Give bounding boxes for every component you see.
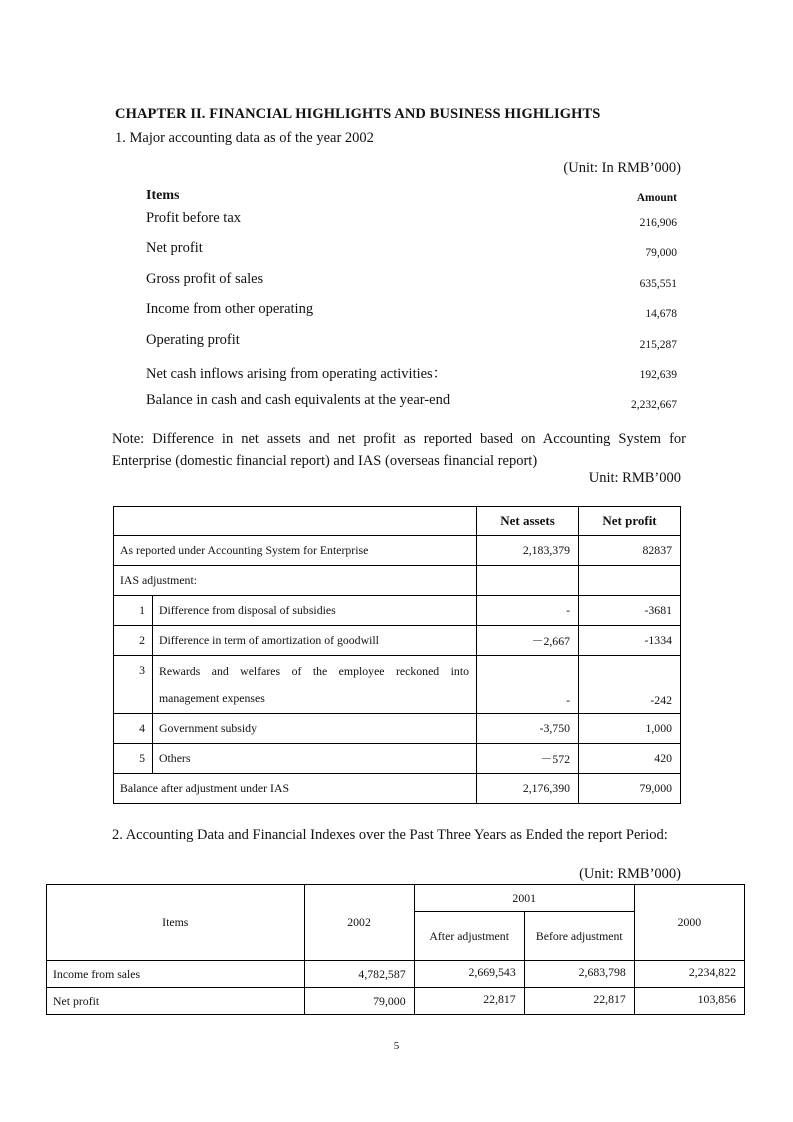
row-2001-before: 2,683,798	[524, 961, 634, 988]
amount-column-header: Amount	[636, 192, 677, 204]
row-net-profit: -242	[579, 656, 681, 714]
header-2001-before: Before adjustment	[524, 912, 634, 961]
balance-net-profit: 79,000	[579, 774, 681, 804]
reported-label: As reported under Accounting System for Enterprise	[114, 536, 477, 566]
item-value: 79,000	[645, 247, 677, 260]
header-2001: 2001	[414, 885, 634, 912]
table-header-row	[47, 885, 745, 912]
list-item	[0, 332, 681, 362]
item-value: 192,639	[639, 368, 677, 381]
row-2000: 2,234,822	[634, 961, 744, 988]
row-net-assets: -	[477, 656, 579, 714]
page-number: 5	[393, 1040, 400, 1052]
section1-unit-note: (Unit: In RMB’000)	[563, 160, 681, 176]
row-number: 5	[114, 744, 153, 774]
item-value: 2,232,667	[631, 399, 677, 412]
list-item	[0, 392, 681, 422]
row-label: Others	[153, 744, 477, 774]
row-net-assets: -3,750	[477, 714, 579, 744]
table-row	[114, 744, 681, 774]
header-2000: 2000	[634, 885, 744, 961]
ias-adjustment-table	[113, 506, 681, 804]
row-label: Difference from disposal of subsidies	[153, 596, 477, 626]
item-label: Balance in cash and cash equivalents at the year-end	[146, 392, 451, 409]
row-2001-after: 22,817	[414, 988, 524, 1015]
row-2002: 4,782,587	[304, 961, 414, 988]
item-value: 635,551	[639, 277, 677, 290]
row-net-assets: －2,667	[477, 626, 579, 656]
section1-heading: 1. Major accounting data as of the year 2002	[115, 130, 374, 146]
table-row	[114, 536, 681, 566]
row-net-profit: 1,000	[579, 714, 681, 744]
item-label: Profit before tax	[146, 210, 242, 226]
header-2001-after: After adjustment	[414, 912, 524, 961]
list-item	[0, 210, 681, 240]
table-header-row	[114, 507, 681, 536]
table-row	[114, 656, 681, 714]
section2-unit-note: (Unit: RMB’000)	[579, 866, 681, 882]
items-column-header: Items	[146, 188, 180, 203]
row-number: 2	[114, 626, 153, 656]
row-label-line1: Rewards and welfares of the employee reckoned into	[159, 663, 469, 678]
row-label: Difference in term of amortization of goodwill	[153, 626, 477, 656]
item-value: 215,287	[639, 338, 677, 351]
table-row	[114, 566, 681, 596]
row-2001-before: 22,817	[524, 988, 634, 1015]
note-paragraph: Note: Difference in net assets and net profit as reported based on Accounting System for Enterprise (domestic financial report) and IAS (overseas financial report)	[112, 431, 686, 469]
row-2001-after: 2,669,543	[414, 961, 524, 988]
item-value: 14,678	[645, 308, 677, 321]
header-2002: 2002	[304, 885, 414, 961]
ias-adjustment-label: IAS adjustment:	[114, 566, 477, 596]
row-label	[153, 656, 477, 714]
list-header-row	[0, 188, 681, 210]
major-accounting-data-list	[0, 188, 681, 423]
chapter-title: CHAPTER II. FINANCIAL HIGHLIGHTS AND BUSINESS HIGHLIGHTS	[115, 106, 601, 122]
row-net-assets: -	[477, 596, 579, 626]
row-net-profit: -1334	[579, 626, 681, 656]
empty-cell	[477, 566, 579, 596]
table-row	[114, 596, 681, 626]
balance-label: Balance after adjustment under IAS	[114, 774, 477, 804]
header-net-profit: Net profit	[579, 507, 681, 536]
item-label: Gross profit of sales	[146, 270, 264, 287]
reported-net-profit: 82837	[579, 536, 681, 566]
table-row	[114, 626, 681, 656]
three-year-data-table	[46, 884, 745, 1015]
item-label: Operating profit	[146, 331, 240, 348]
row-label: Income from sales	[47, 961, 305, 988]
header-net-assets: Net assets	[477, 507, 579, 536]
list-item	[0, 240, 681, 270]
section2-heading: 2. Accounting Data and Financial Indexes over the Past Three Years as Ended the report Period:	[112, 827, 668, 843]
header-blank	[114, 507, 477, 536]
row-net-profit: -3681	[579, 596, 681, 626]
list-item	[0, 362, 681, 392]
row-number: 3	[114, 656, 153, 714]
empty-cell	[579, 566, 681, 596]
item-label: Net cash inflows arising from operating activities：	[146, 365, 448, 382]
table-row	[47, 961, 745, 988]
table-row	[47, 988, 745, 1015]
table-row	[114, 714, 681, 744]
balance-net-assets: 2,176,390	[477, 774, 579, 804]
reported-net-assets: 2,183,379	[477, 536, 579, 566]
row-number: 4	[114, 714, 153, 744]
row-2000: 103,856	[634, 988, 744, 1015]
row-2002: 79,000	[304, 988, 414, 1015]
list-item	[0, 301, 681, 331]
item-label: Income from other operating	[146, 301, 314, 318]
row-label: Government subsidy	[153, 714, 477, 744]
row-number: 1	[114, 596, 153, 626]
table-row	[114, 774, 681, 804]
row-label-line2: management expenses	[159, 690, 265, 705]
item-value: 216,906	[639, 217, 677, 229]
list-item	[0, 271, 681, 301]
header-items: Items	[47, 885, 305, 961]
row-net-assets: －572	[477, 744, 579, 774]
row-net-profit: 420	[579, 744, 681, 774]
row-label: Net profit	[47, 988, 305, 1015]
item-label: Net profit	[146, 240, 203, 257]
note-unit-label: Unit: RMB’000	[588, 470, 681, 486]
